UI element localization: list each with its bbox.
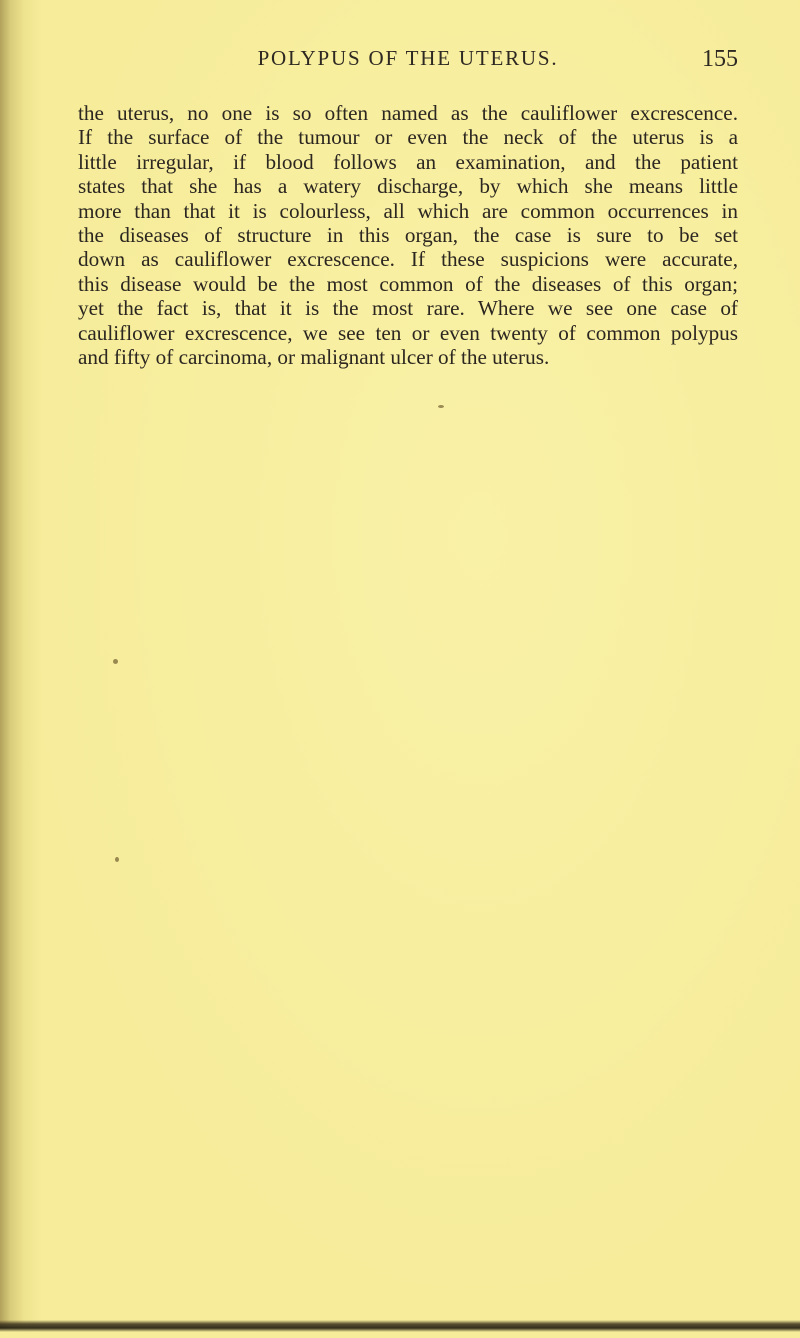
text-line: If the surface of the tumour or even the neck of the uterus is a — [78, 125, 738, 150]
text-line: down as cauliflower excrescence. If these suspicions were accurate, — [78, 247, 738, 272]
text-line: yet the fact is, that it is the most rare. Where we see one case of — [78, 296, 738, 321]
text-line: the diseases of structure in this organ, the case is sure to be set — [78, 223, 738, 248]
running-title: POLYPUS OF THE UTERUS. — [257, 46, 559, 70]
page-bottom-edge — [0, 1320, 800, 1338]
paper-speck — [115, 857, 119, 862]
running-head — [78, 46, 738, 78]
page-number: 155 — [702, 46, 738, 72]
paper-speck — [113, 659, 118, 664]
text-line: this disease would be the most common of the diseases of this organ; — [78, 271, 738, 296]
paper-speck — [438, 405, 444, 408]
text-line: the uterus, no one is so often named as the cauliflower excrescence. — [78, 101, 738, 125]
binding-gutter-shadow — [0, 0, 42, 1338]
text-line: cauliflower excrescence, we see ten or even twenty of common polypus — [78, 320, 738, 345]
text-line: and fifty of carcinoma, or malignant ulcer of the uterus. — [78, 345, 550, 370]
text-line: more than that it is colourless, all which are common occurrences in — [78, 198, 738, 223]
text-line: states that she has a watery discharge, by which she means little — [78, 174, 738, 199]
body-paragraph — [78, 101, 738, 369]
text-line: little irregular, if blood follows an examination, and the patient — [78, 149, 738, 174]
